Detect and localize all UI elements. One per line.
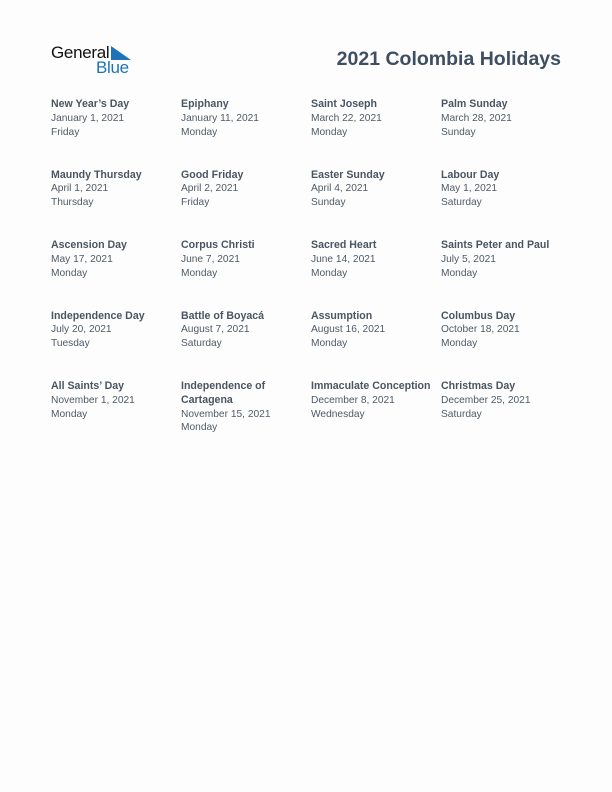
holiday-entry	[51, 380, 181, 451]
holiday-weekday: Sunday	[311, 197, 346, 209]
holiday-entry	[181, 310, 311, 381]
holiday-weekday: Monday	[181, 267, 218, 279]
holiday-name: Independence Day	[51, 309, 145, 322]
page-title: 2021 Colombia Holidays	[336, 48, 561, 70]
holiday-weekday: Monday	[181, 126, 218, 138]
holiday-entry	[311, 169, 441, 240]
holiday-date: April 2, 2021	[181, 183, 239, 195]
holiday-weekday: Monday	[441, 267, 478, 279]
holiday-entry	[181, 169, 311, 240]
holiday-weekday: Monday	[311, 267, 348, 279]
holiday-entry	[51, 239, 181, 310]
holiday-name: All Saints’ Day	[51, 380, 125, 392]
holiday-date: May 1, 2021	[441, 183, 498, 195]
holiday-entry	[51, 310, 181, 381]
holiday-entry	[181, 239, 311, 310]
holiday-name: Columbus Day	[441, 309, 516, 322]
holiday-name: Sacred Heart	[311, 239, 377, 251]
holiday-date: January 1, 2021	[51, 112, 125, 124]
holiday-weekday: Saturday	[441, 408, 482, 420]
holiday-name: Maundy Thursday	[51, 168, 142, 181]
holiday-name: Corpus Christi	[181, 239, 255, 251]
holiday-entry	[181, 98, 311, 169]
holiday-entry	[51, 98, 181, 169]
logo-word-blue: Blue	[96, 58, 129, 77]
holiday-name: Assumption	[311, 309, 373, 322]
holiday-weekday: Wednesday	[311, 408, 365, 420]
holiday-date: October 18, 2021	[441, 324, 520, 336]
holiday-name: Ascension Day	[51, 239, 127, 251]
holiday-weekday: Monday	[51, 267, 88, 279]
holiday-name: Independence of Cartagena	[181, 380, 266, 406]
holiday-entry	[441, 169, 571, 240]
holiday-date: August 16, 2021	[311, 324, 386, 336]
holiday-weekday: Sunday	[441, 126, 476, 138]
holiday-weekday: Thursday	[51, 197, 94, 209]
holiday-date: April 4, 2021	[311, 183, 369, 195]
holiday-name: Labour Day	[441, 168, 500, 181]
holiday-weekday: Saturday	[441, 197, 482, 209]
holiday-date: December 8, 2021	[311, 394, 395, 406]
holiday-weekday: Monday	[51, 408, 88, 420]
holiday-date: November 15, 2021	[181, 408, 271, 420]
holiday-date: April 1, 2021	[51, 183, 109, 195]
holiday-date: January 11, 2021	[181, 112, 259, 124]
holiday-date: July 5, 2021	[441, 253, 496, 265]
holiday-name: New Year’s Day	[51, 98, 130, 110]
holiday-weekday: Monday	[181, 422, 218, 434]
holiday-date: June 14, 2021	[311, 253, 376, 265]
holiday-name: Easter Sunday	[311, 168, 385, 181]
holiday-entry	[51, 169, 181, 240]
holiday-weekday: Monday	[311, 338, 348, 350]
holiday-entry	[311, 310, 441, 381]
holiday-entry	[441, 98, 571, 169]
holiday-name: Good Friday	[181, 168, 244, 181]
logo-word-general: General	[51, 43, 110, 62]
holiday-weekday: Monday	[311, 126, 348, 138]
holiday-entry	[311, 239, 441, 310]
holiday-grid	[51, 98, 571, 451]
holiday-name: Saints Peter and Paul	[441, 239, 550, 251]
holiday-date: August 7, 2021	[181, 324, 250, 336]
holiday-name: Immaculate Conception	[311, 380, 431, 392]
holiday-name: Palm Sunday	[441, 98, 508, 110]
holiday-name: Epiphany	[181, 98, 229, 110]
holiday-date: July 20, 2021	[51, 324, 112, 336]
holiday-weekday: Saturday	[181, 338, 222, 350]
holiday-date: December 25, 2021	[441, 394, 531, 406]
holiday-weekday: Tuesday	[51, 338, 90, 350]
holiday-entry	[441, 239, 571, 310]
holiday-entry	[441, 380, 571, 451]
holiday-date: June 7, 2021	[181, 253, 240, 265]
holiday-name: Saint Joseph	[311, 98, 377, 110]
logo	[51, 43, 141, 79]
holiday-entry	[181, 380, 311, 451]
holiday-entry	[311, 380, 441, 451]
holiday-weekday: Friday	[181, 197, 210, 209]
holiday-entry	[441, 310, 571, 381]
holiday-date: March 22, 2021	[311, 112, 382, 124]
holiday-name: Christmas Day	[441, 380, 516, 392]
holiday-date: March 28, 2021	[441, 112, 512, 124]
holiday-date: November 1, 2021	[51, 394, 135, 406]
holiday-weekday: Monday	[441, 338, 478, 350]
holiday-date: May 17, 2021	[51, 253, 113, 265]
holiday-name: Battle of Boyacá	[181, 309, 265, 322]
holiday-weekday: Friday	[51, 126, 80, 138]
holiday-entry	[311, 98, 441, 169]
